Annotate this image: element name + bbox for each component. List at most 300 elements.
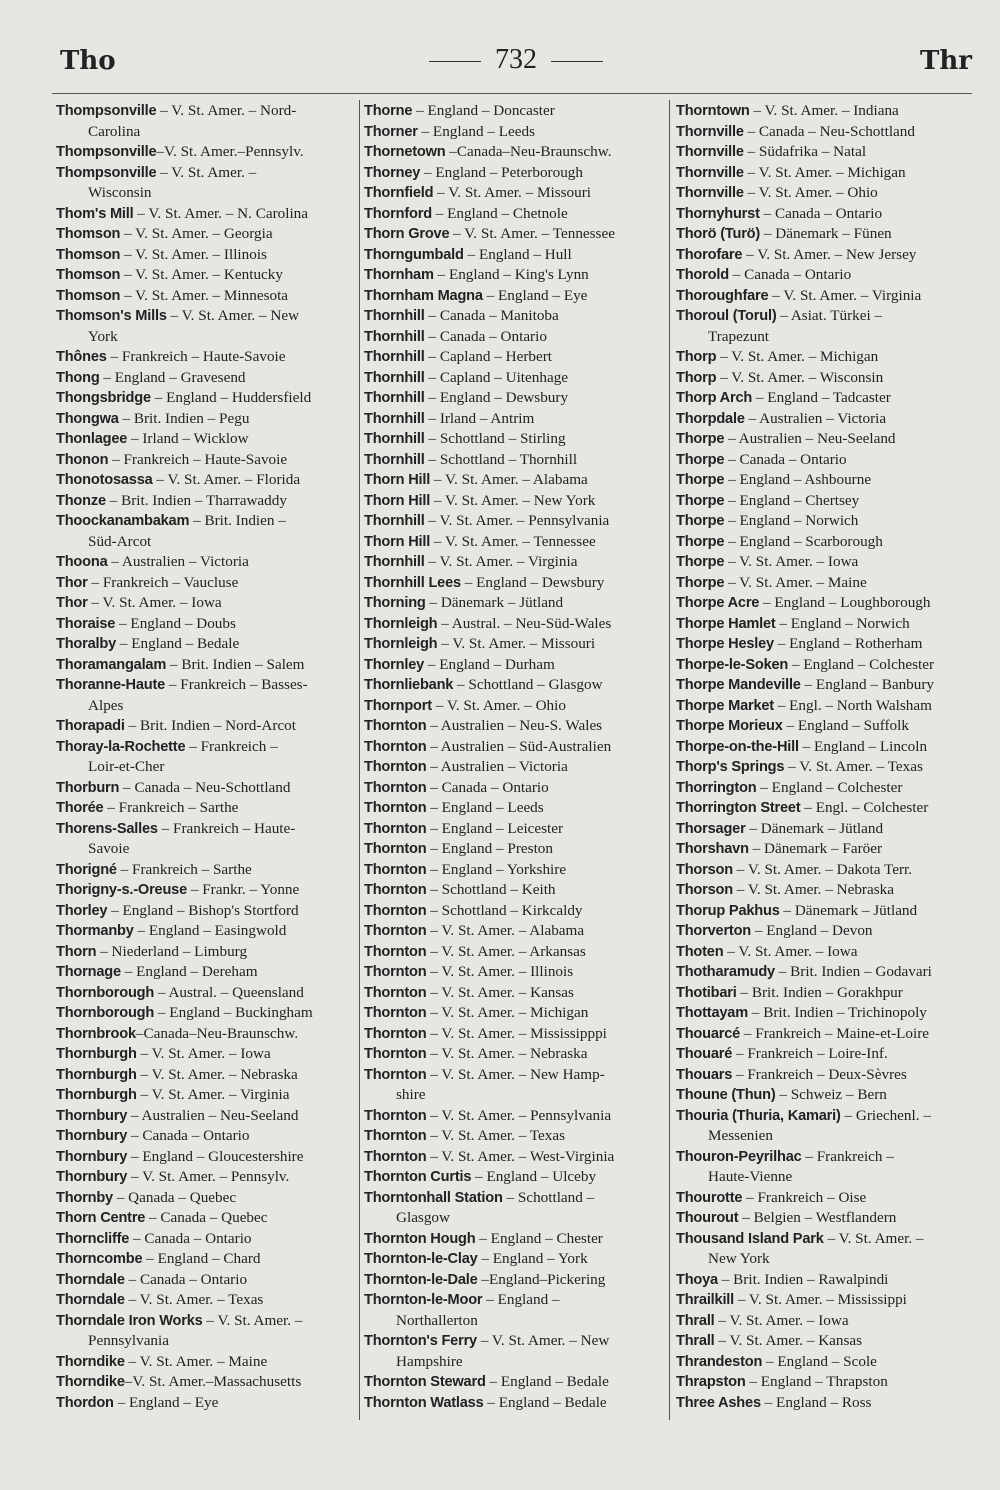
place-name: Thorpe: [676, 554, 725, 570]
gazetteer-entry: [56, 1044, 354, 1065]
place-location: – Asiat. Türkei –: [776, 307, 883, 324]
place-location: – V. St. Amer. – Mississipppi: [426, 1024, 607, 1042]
gazetteer-entry: [364, 880, 662, 901]
place-location: – V. St. Amer. – Dakota Terr.: [732, 860, 913, 878]
place-location: – Canada – Neu-Schottland: [119, 778, 291, 796]
place-location-continued: Savoie: [88, 840, 130, 857]
place-location-continued: Carolina: [88, 122, 141, 140]
place-location: – Irland – Wicklow: [127, 430, 249, 447]
gazetteer-entry: [364, 1024, 662, 1045]
place-location: – V. St. Amer. – Iowa: [724, 553, 859, 570]
place-name: Thorapadi: [56, 718, 125, 734]
place-location: – Canada – Ontario: [728, 266, 852, 283]
place-name: Thornville: [676, 144, 744, 160]
gazetteer-entry: [364, 942, 662, 963]
place-location: – England – Tadcaster: [752, 389, 891, 406]
place-location-continued: Northallerton: [396, 1311, 478, 1329]
place-location: – England – Leeds: [417, 122, 535, 140]
place-name: Thornhill: [364, 451, 425, 468]
place-location: – Austral. – Queensland: [154, 983, 304, 1001]
place-location: – V. St. Amer. – Nord-: [156, 102, 297, 119]
gazetteer-entry: [364, 593, 662, 614]
gazetteer-entry: [676, 696, 972, 717]
gazetteer-entry: [676, 1290, 972, 1311]
place-name: Thorley: [56, 902, 108, 919]
place-location: – Dänemark – Fünen: [760, 225, 892, 242]
place-name: Thorens-Salles: [56, 820, 158, 837]
gazetteer-entry: [364, 306, 662, 327]
place-name: Thorpe: [676, 492, 725, 509]
gazetteer-entry: [364, 470, 662, 491]
place-name: Thornburgh: [56, 1066, 137, 1083]
place-name: Thornville: [676, 185, 744, 201]
place-name: Thongsbridge: [56, 390, 151, 406]
gazetteer-entry: [364, 962, 662, 983]
gazetteer-entry: [364, 265, 662, 286]
gazetteer-entry: [676, 1065, 972, 1086]
gazetteer-entry: [364, 204, 662, 225]
place-name: Thor: [56, 574, 88, 591]
gazetteer-entry: [364, 901, 662, 922]
gazetteer-entry: [676, 122, 972, 143]
place-name: Thornhill: [364, 369, 425, 386]
place-name: Thornton: [364, 1128, 427, 1144]
place-location: – V. St. Amer. – Iowa: [723, 942, 858, 960]
place-location: – Belgien – Westflandern: [738, 1209, 897, 1226]
place-location: – England – Eye: [113, 1393, 219, 1411]
place-name: Thornhill: [364, 328, 425, 345]
place-name: Thornton: [364, 1066, 427, 1083]
gazetteer-entry: [364, 1167, 662, 1188]
place-location: – Canada – Ontario: [129, 1229, 252, 1247]
place-name: Thornton: [364, 923, 427, 939]
place-location: – England – York: [477, 1250, 588, 1267]
place-location: – V. St. Amer. – Missouri: [437, 635, 596, 652]
place-name: Thomson: [56, 287, 121, 304]
gazetteer-entry: [676, 429, 972, 450]
place-location: – V. St. Amer. – New: [166, 307, 300, 324]
place-location: – V. St. Amer. – New York: [430, 491, 596, 509]
gazetteer-entry: [676, 286, 972, 307]
place-location: – England – Bedale: [483, 1393, 607, 1411]
place-name: Thorpe Morieux: [676, 718, 783, 734]
gazetteer-entry: [364, 1331, 662, 1372]
place-name: Thornage: [56, 964, 121, 980]
column-divider: [669, 100, 670, 1420]
place-name: Thorpe Hamlet: [676, 615, 776, 632]
place-name: Thouarcé: [676, 1025, 741, 1042]
place-location: – V. St. Amer. – Kansas: [714, 1332, 863, 1349]
place-location: – V. St. Amer. – Illinois: [426, 963, 574, 980]
place-name: Thorn Hill: [364, 533, 431, 550]
running-head-left: Tho: [60, 46, 116, 76]
place-location-continued: New York: [708, 1250, 770, 1267]
place-name: Thornley: [364, 656, 425, 673]
dash-left: [429, 61, 481, 62]
gazetteer-entry: [676, 1352, 972, 1373]
place-location: – V. St. Amer. – Illinois: [120, 245, 267, 263]
place-name: Thornham: [364, 267, 434, 283]
place-name: Thornport: [364, 697, 432, 714]
place-location: – V. St. Amer. – Mississippi: [734, 1291, 907, 1308]
place-location: – V. St. Amer. – Virginia: [424, 553, 578, 570]
place-name: Thorner: [364, 123, 418, 140]
gazetteer-entry: [56, 245, 354, 266]
place-location: – Australien – Süd-Australien: [426, 737, 612, 755]
column-divider: [359, 100, 360, 1420]
place-name: Thornhill: [364, 410, 425, 427]
place-location: – Frankreich –: [801, 1147, 894, 1165]
gazetteer-entry: [364, 921, 662, 942]
place-name: Thorofare: [676, 246, 743, 263]
gazetteer-entry: [676, 1188, 972, 1209]
gazetteer-entry: [364, 286, 662, 307]
gazetteer-entry: [364, 1126, 662, 1147]
place-name: Thoray-la-Rochette: [56, 738, 186, 755]
place-location: – Frankreich – Haute-: [157, 819, 296, 837]
gazetteer-entry: [56, 778, 354, 799]
gazetteer-entry: [56, 593, 354, 614]
place-name: Thorpe Market: [676, 697, 774, 714]
place-name: Thorn: [56, 943, 97, 960]
place-location: – V. St. Amer. – New Hamp-: [426, 1065, 605, 1083]
place-name: Thorn Hill: [364, 492, 431, 509]
place-location: – V. St. Amer. – Maine: [724, 573, 867, 591]
place-location: – England – Ulceby: [471, 1168, 597, 1185]
place-location-continued: shire: [396, 1086, 426, 1103]
place-location: – Canada – Ontario: [124, 1270, 248, 1288]
place-location: – England – Norwich: [775, 614, 910, 632]
gazetteer-entry: [364, 388, 662, 409]
place-name: Thornhill: [364, 431, 425, 447]
place-name: Thongwa: [56, 410, 119, 427]
place-name: Thornton: [364, 882, 427, 898]
place-name: Thornton: [364, 861, 427, 878]
place-location: – Capland – Uitenhage: [424, 368, 569, 386]
place-location: – Schweiz – Bern: [775, 1086, 887, 1103]
place-name: Thorpe: [676, 451, 725, 468]
gazetteer-entry: [364, 1147, 662, 1168]
place-location: – Brit. Indien – Pegu: [118, 409, 250, 427]
place-location: – Canada – Ontario: [424, 327, 547, 345]
place-location: – England – Suffolk: [782, 717, 909, 734]
gazetteer-entry: [364, 1372, 662, 1393]
place-location: – Niederland – Limburg: [96, 942, 248, 960]
place-location: – V. St. Amer. – Nebraska: [732, 881, 894, 898]
place-location: – V. St. Amer. – Michigan: [716, 348, 879, 365]
gazetteer-entry: [676, 450, 972, 471]
place-location: – V. St. Amer. –: [202, 1311, 303, 1329]
gazetteer-entry: [56, 163, 354, 204]
place-name: Thornton: [364, 738, 427, 755]
place-name: Thorntown: [676, 103, 750, 119]
place-name: Thorigné: [56, 861, 117, 878]
gazetteer-column-1: [56, 101, 354, 1413]
place-name: Thorpe: [676, 431, 725, 447]
place-location: – Canada – Ontario: [759, 204, 883, 222]
place-location: – Qanada – Quebec: [112, 1188, 237, 1206]
place-name: Thoune (Thun): [676, 1087, 776, 1103]
place-name: Thornhill: [364, 308, 425, 324]
place-location: – V. St. Amer. – Pennsylvania: [426, 1106, 612, 1124]
place-name: Thompsonville: [56, 144, 157, 160]
gazetteer-entry: [364, 1249, 662, 1270]
place-name: Thornhill Lees: [364, 574, 461, 591]
gazetteer-entry: [676, 491, 972, 512]
gazetteer-entry: [364, 737, 662, 758]
gazetteer-entry: [56, 614, 354, 635]
place-name: Thornville: [676, 123, 744, 140]
place-location: – Frankr. – Yonne: [187, 881, 300, 898]
place-location: – V. St. Amer. – Iowa: [136, 1045, 271, 1062]
gazetteer-entry: [676, 101, 972, 122]
gazetteer-entry: [56, 1372, 354, 1393]
place-name: Thornton: [364, 718, 427, 734]
gazetteer-entry: [364, 716, 662, 737]
place-name: Thornborough: [56, 984, 155, 1001]
place-location: – England – Yorkshire: [426, 860, 567, 878]
place-location: – Schottland – Keith: [426, 881, 556, 898]
place-name: Thornton: [364, 759, 427, 775]
place-name: Thoroughfare: [676, 287, 769, 304]
gazetteer-entry: [364, 819, 662, 840]
gazetteer-entry: [56, 942, 354, 963]
place-name: Thorpe Acre: [676, 595, 760, 611]
place-name: Thornton: [364, 902, 427, 919]
place-location: – V. St. Amer. – Iowa: [714, 1311, 849, 1329]
gazetteer-entry: [676, 1085, 972, 1106]
place-name: Three Ashes: [676, 1394, 761, 1411]
gazetteer-entry: [56, 737, 354, 778]
place-location: – Canada – Ontario: [127, 1127, 250, 1144]
place-name: Thornham Magna: [364, 287, 483, 304]
place-location: – England – Chetnole: [431, 204, 568, 222]
place-location: – England – Ashbourne: [724, 471, 872, 488]
gazetteer-entry: [56, 204, 354, 225]
place-name: Thornton Hough: [364, 1230, 476, 1247]
gazetteer-entry: [56, 409, 354, 430]
place-location: – Australien – Victoria: [426, 758, 568, 775]
gazetteer-entry: [56, 1188, 354, 1209]
gazetteer-entry: [56, 1290, 354, 1311]
place-location: – V. St. Amer. – Texas: [784, 758, 923, 775]
place-name: Thoraise: [56, 615, 116, 632]
gazetteer-entry: [364, 429, 662, 450]
gazetteer-entry: [676, 388, 972, 409]
gazetteer-entry: [676, 819, 972, 840]
place-location: – England – Colchester: [788, 655, 935, 673]
place-location: – England – Scole: [762, 1352, 877, 1370]
place-name: Thonon: [56, 451, 109, 468]
place-location: – England –: [482, 1291, 560, 1308]
place-location: – England – Norwich: [724, 512, 859, 529]
place-location: – V. St. Amer. –: [156, 163, 257, 181]
place-location: – V. St. Amer. – Ohio: [743, 184, 878, 201]
place-name: Thompsonville: [56, 164, 157, 181]
place-name: Thorndike: [56, 1353, 125, 1370]
gazetteer-entry: [364, 122, 662, 143]
place-location: – V. St. Amer. – Alabama: [426, 922, 585, 939]
place-location: – V. St. Amer. – Virginia: [768, 286, 922, 304]
gazetteer-entry: [56, 429, 354, 450]
gazetteer-entry: [676, 634, 972, 655]
gazetteer-entry: [676, 962, 972, 983]
place-name: Thorncliffe: [56, 1230, 130, 1247]
place-name: Thormanby: [56, 923, 134, 939]
place-name: Thorpe Mandeville: [676, 677, 801, 693]
gazetteer-entry: [364, 1270, 662, 1291]
place-name: Thornton-le-Dale: [364, 1271, 478, 1288]
place-name: Thrall: [676, 1333, 715, 1349]
place-location: – Brit. Indien – Nord-Arcot: [124, 717, 296, 734]
place-name: Thornton: [364, 1046, 427, 1062]
gazetteer-entry: [56, 1249, 354, 1270]
place-location: – Frankreich – Haute-Savoie: [106, 348, 286, 365]
gazetteer-entry: [676, 245, 972, 266]
place-location: – Schottland –: [502, 1188, 595, 1206]
place-name: Thordon: [56, 1394, 114, 1411]
place-name: Thouars: [676, 1066, 733, 1083]
place-location: – V. St. Amer. – N. Carolina: [133, 204, 309, 222]
gazetteer-entry: [676, 306, 972, 347]
place-location: – Dänemark – Jütland: [745, 819, 884, 837]
place-location: – Frankreich – Deux-Sèvres: [732, 1065, 907, 1083]
place-location: – England – Dereham: [120, 963, 258, 980]
place-name: Thornford: [364, 205, 432, 222]
place-location: – V. St. Amer. – Wisconsin: [716, 368, 884, 386]
gazetteer-entry: [56, 962, 354, 983]
gazetteer-entry: [364, 511, 662, 532]
gazetteer-entry: [56, 142, 354, 163]
place-location: – Frankreich – Loire-Inf.: [732, 1045, 888, 1062]
place-location: – V. St. Amer. – Arkansas: [426, 942, 586, 960]
place-name: Thornton: [364, 820, 427, 837]
place-name: Thorshavn: [676, 841, 749, 857]
place-location-continued: Wisconsin: [88, 184, 152, 201]
gazetteer-entry: [56, 265, 354, 286]
place-name: Thourout: [676, 1210, 739, 1226]
place-name: Thonlagee: [56, 431, 128, 447]
gazetteer-entry: [56, 860, 354, 881]
place-name: Thouaré: [676, 1046, 733, 1062]
place-name: Thor: [56, 595, 88, 611]
gazetteer-entry: [364, 142, 662, 163]
place-location: – Irland – Antrim: [424, 409, 535, 427]
gazetteer-entry: [364, 860, 662, 881]
page-number-block: [60, 44, 972, 76]
place-location: – Austral. – Neu-Süd-Wales: [437, 614, 612, 632]
gazetteer-entry: [56, 347, 354, 368]
place-location-continued: York: [88, 327, 118, 345]
place-name: Thornhill: [364, 390, 425, 406]
gazetteer-entry: [364, 327, 662, 348]
place-name: Thomson: [56, 246, 121, 263]
place-name: Thrailkill: [676, 1292, 735, 1308]
place-location: – Australien – Neu-S. Wales: [426, 717, 603, 734]
place-name: Thorrington: [676, 779, 757, 796]
place-name: Thornhill: [364, 349, 425, 365]
place-location-continued: Hampshire: [396, 1352, 463, 1370]
gazetteer-entry: [676, 737, 972, 758]
gazetteer-entry: [364, 163, 662, 184]
place-name: Thorn Grove: [364, 226, 450, 242]
gazetteer-entry: [364, 839, 662, 860]
place-location: – England – King's Lynn: [433, 266, 589, 283]
place-location: – V. St. Amer. – West-Virginia: [426, 1147, 615, 1165]
place-location: – Canada – Manitoba: [424, 307, 559, 324]
gazetteer-entry: [676, 347, 972, 368]
place-location: – England – Loughborough: [759, 594, 931, 611]
gazetteer-entry: [676, 163, 972, 184]
gazetteer-entry: [56, 655, 354, 676]
gazetteer-entry: [56, 675, 354, 716]
gazetteer-entry: [676, 921, 972, 942]
place-name: Thornliebank: [364, 677, 454, 693]
place-location: – Frankreich – Sarthe: [103, 799, 239, 816]
gazetteer-entry: [56, 1065, 354, 1086]
place-location: – Brit. Indien – Salem: [166, 655, 305, 673]
place-name: Thotharamudy: [676, 964, 775, 980]
gazetteer-entry: [364, 1188, 662, 1229]
place-location: –Canada–Neu-Braunschw.: [445, 143, 612, 160]
place-name: Thornton: [364, 964, 427, 980]
place-name: Thoramangalam: [56, 656, 167, 673]
place-location: – Dänemark – Jütland: [779, 901, 918, 919]
place-location: – V. St. Amer. – Tennessee: [449, 225, 615, 242]
place-name: Thomson: [56, 226, 121, 242]
place-name: Thorp: [676, 349, 717, 365]
place-location-continued: Glasgow: [396, 1209, 450, 1226]
gazetteer-entry: [56, 1229, 354, 1250]
place-location: – V. St. Amer. – Kansas: [426, 983, 574, 1001]
place-location-continued: Pennsylvania: [88, 1332, 169, 1349]
gazetteer-entry: [676, 655, 972, 676]
place-location: – Schottland – Glasgow: [453, 676, 603, 693]
place-location: – England – Eye: [482, 286, 588, 304]
place-location: – England – Doncaster: [412, 102, 555, 119]
place-name: Thorne: [364, 103, 413, 119]
place-name: Thorney: [364, 164, 421, 181]
gazetteer-entry: [364, 409, 662, 430]
gazetteer-entry: [364, 798, 662, 819]
gazetteer-entry: [364, 757, 662, 778]
place-name: Thorndale: [56, 1271, 125, 1288]
place-name: Thorpe-le-Soken: [676, 656, 789, 673]
place-location: – Frankreich – Oise: [742, 1188, 867, 1206]
place-name: Thoralby: [56, 636, 117, 652]
place-name: Thousand Island Park: [676, 1230, 824, 1247]
place-name: Thoya: [676, 1271, 718, 1288]
place-location: – V. St. Amer. – Ohio: [431, 696, 566, 714]
place-location: – V. St. Amer. – Michigan: [426, 1004, 589, 1021]
place-location: – Frankreich – Basses-: [165, 676, 308, 693]
place-location: – England – Gravesend: [99, 368, 246, 386]
place-name: Thornhill: [364, 554, 425, 570]
gazetteer-entry: [56, 1352, 354, 1373]
gazetteer-entry: [676, 142, 972, 163]
place-location: – V. St. Amer. – Michigan: [743, 163, 906, 181]
place-name: Thornfield: [364, 185, 434, 201]
place-name: Thorée: [56, 800, 104, 816]
place-name: Thornton Curtis: [364, 1169, 472, 1185]
gazetteer-entry: [676, 532, 972, 553]
gazetteer-entry: [56, 983, 354, 1004]
place-name: Thorold: [676, 267, 729, 283]
gazetteer-entry: [56, 1003, 354, 1024]
gazetteer-entry: [56, 716, 354, 737]
gazetteer-entry: [364, 983, 662, 1004]
gazetteer-entry: [56, 1311, 354, 1352]
